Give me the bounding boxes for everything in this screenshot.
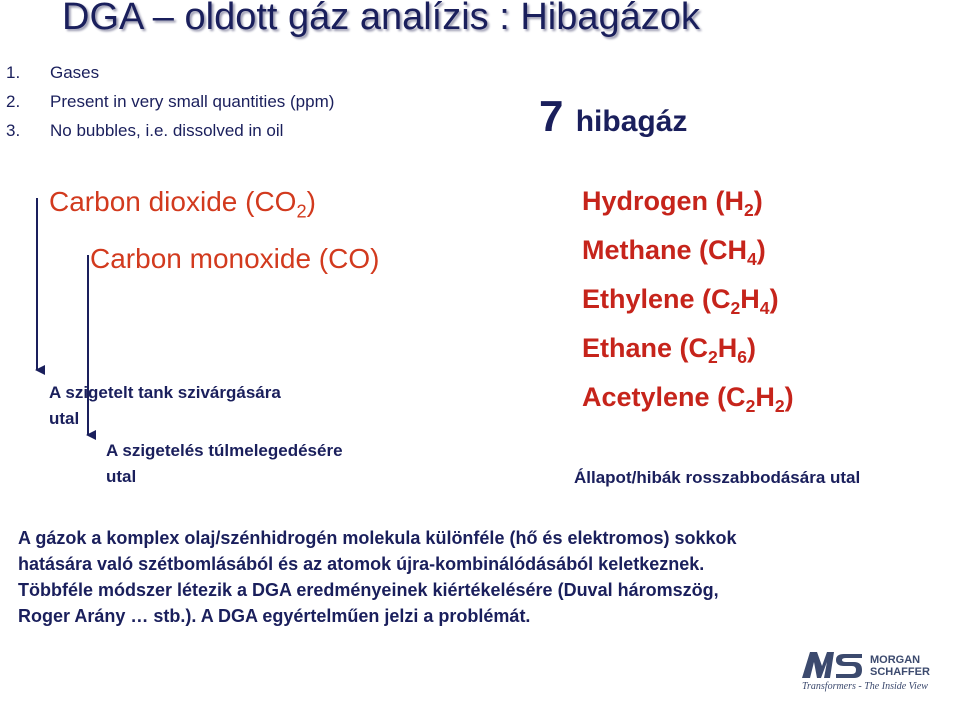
ms-logo-mark-icon <box>800 650 866 680</box>
gas-hydrogen: Hydrogen $(H_2)$ <box>582 186 763 221</box>
slide-title: DGA – oldott gáz analízis : Hibagázok <box>62 0 700 38</box>
company-logo: MORGAN SCHAFFER Transformers - The Inside View <box>800 648 950 698</box>
gas-carbon-monoxide: Carbon monoxide (CO) <box>90 243 380 274</box>
list-item: 2. Present in very small quantities (ppm) <box>6 92 335 111</box>
gas-ethane: Ethane $(C_2H_6)$ <box>582 333 757 368</box>
note-tank-leak: A szigetelt tank szivárgására utal <box>49 383 281 428</box>
gas-methane: Methane $(CH_4)$ <box>582 235 766 270</box>
explanation-paragraph: A gázok a komplex olaj/szénhidrogén molekula különféle (hő és elektromos) sokkok hatására való szétbomlásából és az atomok újra-kombinálódásából keletkeznek. Többféle módszer létezik a DGA eredményeinek kiértékelésére (Duval háromszög, Roger Arány … stb.). A DGA egyértelműen jelzi a problémát. <box>18 528 737 626</box>
fault-gas-list <box>582 186 794 431</box>
list-item: 1. Gases <box>6 63 100 82</box>
gas-acetylene: Acetylene $(C_2H_2)$ <box>582 382 794 417</box>
gas-carbon-dioxide: Carbon dioxide $(CO_2)$ <box>49 186 316 222</box>
gas-ethylene: Ethylene $(C_2H_4)$ <box>582 284 779 319</box>
list-item: 3. No bubbles, i.e. dissolved in oil <box>6 121 284 140</box>
state-note: Állapot/hibák rosszabbodására utal <box>574 468 861 487</box>
note-insulation-overheat: A szigetelés túlmelegedésére utal <box>106 441 343 486</box>
gas-count-heading: 7 hibagáz <box>539 92 688 141</box>
